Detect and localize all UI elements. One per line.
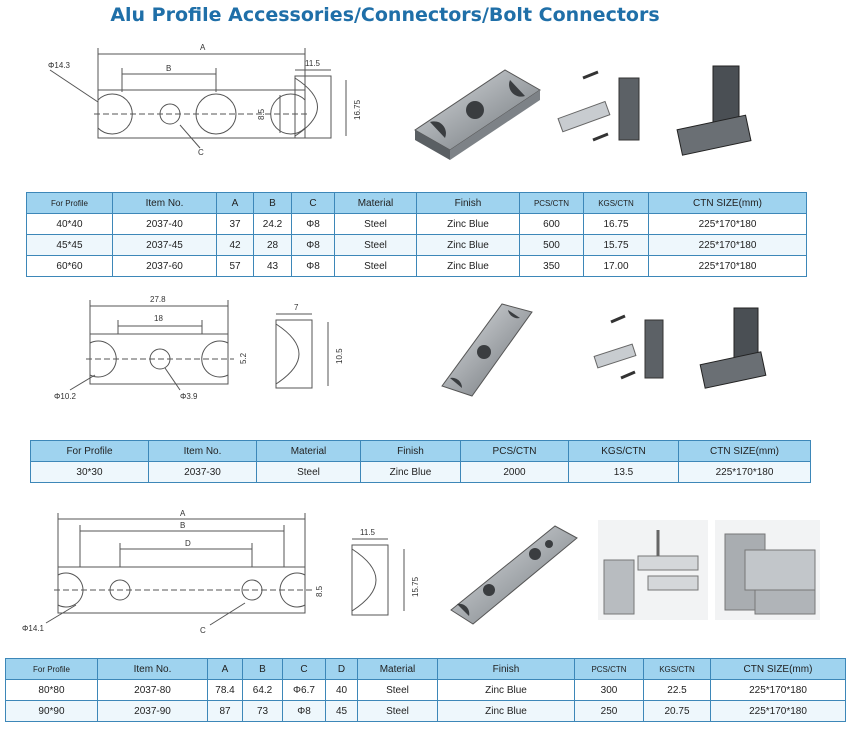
bolt-connector-photo-1: [405, 60, 545, 170]
table-cell: 20.75: [644, 701, 711, 722]
table-cell: 350: [520, 256, 584, 277]
col-header: Item No.: [149, 441, 257, 462]
dim-label-h2: 15.75: [411, 576, 420, 597]
table-cell: Steel: [358, 680, 438, 701]
dim-label-d: D: [185, 539, 191, 548]
table-row: [6, 680, 846, 701]
spec-table-2: [30, 440, 811, 483]
table-cell: 300: [575, 680, 644, 701]
col-header: Material: [358, 659, 438, 680]
col-header: CTN SIZE(mm): [649, 193, 807, 214]
table-row: [31, 462, 811, 483]
col-header: Finish: [438, 659, 575, 680]
table-cell: Zinc Blue: [438, 680, 575, 701]
table-cell: 225*170*180: [711, 680, 846, 701]
col-header: D: [326, 659, 358, 680]
dim-label-h2: 16.75: [353, 99, 362, 120]
col-header: A: [208, 659, 243, 680]
col-header: PCS/CTN: [520, 193, 584, 214]
table-cell: Zinc Blue: [417, 214, 520, 235]
table-cell: 15.75: [584, 235, 649, 256]
col-header: Item No.: [113, 193, 217, 214]
dim-label-c: C: [198, 148, 204, 157]
table-cell: 2037-45: [113, 235, 217, 256]
dim-label-b: B: [166, 64, 172, 73]
dim-label-c: C: [200, 626, 206, 635]
table-cell: Φ8: [292, 214, 335, 235]
table-cell: 225*170*180: [679, 462, 811, 483]
table-header-row: [31, 441, 811, 462]
table-cell: Zinc Blue: [361, 462, 461, 483]
dim-label-h1: 8.5: [257, 108, 266, 120]
col-header: For Profile: [31, 441, 149, 462]
table-cell: Zinc Blue: [417, 235, 520, 256]
dim-label-a: A: [200, 43, 206, 52]
dim-label-width: 11.5: [360, 528, 375, 537]
table-cell: 90*90: [6, 701, 98, 722]
table-cell: 250: [575, 701, 644, 722]
dim-label-a: 27.8: [150, 295, 166, 304]
dim-label-h1: 8.5: [315, 585, 324, 597]
col-header: C: [283, 659, 326, 680]
dim-label-phi: Φ14.3: [48, 61, 70, 70]
table-cell: 2037-80: [98, 680, 208, 701]
table-cell: 2037-40: [113, 214, 217, 235]
page-title: Alu Profile Accessories/Connectors/Bolt Connectors: [110, 4, 660, 26]
table-cell: 73: [243, 701, 283, 722]
table-cell: Steel: [257, 462, 361, 483]
col-header: Finish: [361, 441, 461, 462]
bolt-connector-drawing-2: [50, 290, 360, 405]
table-cell: 225*170*180: [649, 256, 807, 277]
col-header: KGS/CTN: [644, 659, 711, 680]
table-cell: 64.2: [243, 680, 283, 701]
col-header: Item No.: [98, 659, 208, 680]
table-cell: 43: [254, 256, 292, 277]
table-row: [27, 235, 807, 256]
table-cell: 40*40: [27, 214, 113, 235]
table-cell: 600: [520, 214, 584, 235]
col-header: PCS/CTN: [575, 659, 644, 680]
col-header: B: [254, 193, 292, 214]
table-row: [27, 214, 807, 235]
col-header: Material: [335, 193, 417, 214]
table-cell: 500: [520, 235, 584, 256]
table-cell: 24.2: [254, 214, 292, 235]
table-header-row: [6, 659, 846, 680]
table-cell: 22.5: [644, 680, 711, 701]
table-cell: 13.5: [569, 462, 679, 483]
col-header: A: [217, 193, 254, 214]
table-cell: Steel: [335, 256, 417, 277]
table-cell: 42: [217, 235, 254, 256]
table-cell: 225*170*180: [649, 214, 807, 235]
bolt-connector-drawing-3: [22, 505, 430, 635]
table-cell: 78.4: [208, 680, 243, 701]
dim-label-a: A: [180, 509, 186, 518]
table-cell: Φ8: [292, 235, 335, 256]
table-cell: 37: [217, 214, 254, 235]
table-cell: Φ8: [292, 256, 335, 277]
table-cell: 30*30: [31, 462, 149, 483]
table-cell: Zinc Blue: [417, 256, 520, 277]
col-header: C: [292, 193, 335, 214]
dim-label-b: B: [180, 521, 186, 530]
table-cell: 2037-90: [98, 701, 208, 722]
table-cell: 17.00: [584, 256, 649, 277]
assembly-photo-1b: [675, 62, 765, 162]
table-cell: Φ8: [283, 701, 326, 722]
bolt-connector-photo-3: [445, 520, 585, 630]
table-cell: Steel: [335, 235, 417, 256]
table-cell: Zinc Blue: [438, 701, 575, 722]
spec-table-3: [5, 658, 846, 722]
table-cell: 40: [326, 680, 358, 701]
col-header: KGS/CTN: [584, 193, 649, 214]
table-cell: 28: [254, 235, 292, 256]
dim-label-b: 18: [154, 314, 163, 323]
spec-table-1: [26, 192, 807, 277]
table-cell: 225*170*180: [711, 701, 846, 722]
table-row: [6, 701, 846, 722]
table-cell: 45: [326, 701, 358, 722]
col-header: B: [243, 659, 283, 680]
dim-label-phi-large: Φ10.2: [54, 392, 76, 401]
table-cell: Steel: [335, 214, 417, 235]
col-header: Material: [257, 441, 361, 462]
col-header: CTN SIZE(mm): [711, 659, 846, 680]
table-cell: 45*45: [27, 235, 113, 256]
table-cell: 2037-30: [149, 462, 257, 483]
table-cell: Steel: [358, 701, 438, 722]
assembly-photo-2b: [698, 304, 778, 394]
dim-label-h1: 5.2: [239, 352, 248, 364]
table-cell: 80*80: [6, 680, 98, 701]
dim-label-width: 11.5: [305, 59, 320, 68]
assembly-photo-3a: [598, 520, 708, 620]
table-cell: Φ6.7: [283, 680, 326, 701]
col-header: PCS/CTN: [461, 441, 569, 462]
bolt-connector-drawing-1: [40, 40, 380, 160]
table-cell: 60*60: [27, 256, 113, 277]
table-cell: 2000: [461, 462, 569, 483]
col-header: For Profile: [6, 659, 98, 680]
col-header: For Profile: [27, 193, 113, 214]
dim-label-width: 7: [294, 303, 299, 312]
dim-label-h2: 10.5: [335, 348, 344, 364]
dim-label-phi-small: Φ3.9: [180, 392, 198, 401]
table-row: [27, 256, 807, 277]
table-cell: 225*170*180: [649, 235, 807, 256]
table-cell: 87: [208, 701, 243, 722]
col-header: Finish: [417, 193, 520, 214]
dim-label-phi: Φ14.1: [22, 624, 44, 633]
assembly-photo-1a: [553, 70, 663, 160]
assembly-photo-2a: [585, 312, 685, 392]
col-header: CTN SIZE(mm): [679, 441, 811, 462]
table-cell: 57: [217, 256, 254, 277]
table-cell: 2037-60: [113, 256, 217, 277]
bolt-connector-photo-2: [432, 296, 542, 406]
assembly-photo-3b: [715, 520, 820, 620]
col-header: KGS/CTN: [569, 441, 679, 462]
table-cell: 16.75: [584, 214, 649, 235]
table-header-row: [27, 193, 807, 214]
